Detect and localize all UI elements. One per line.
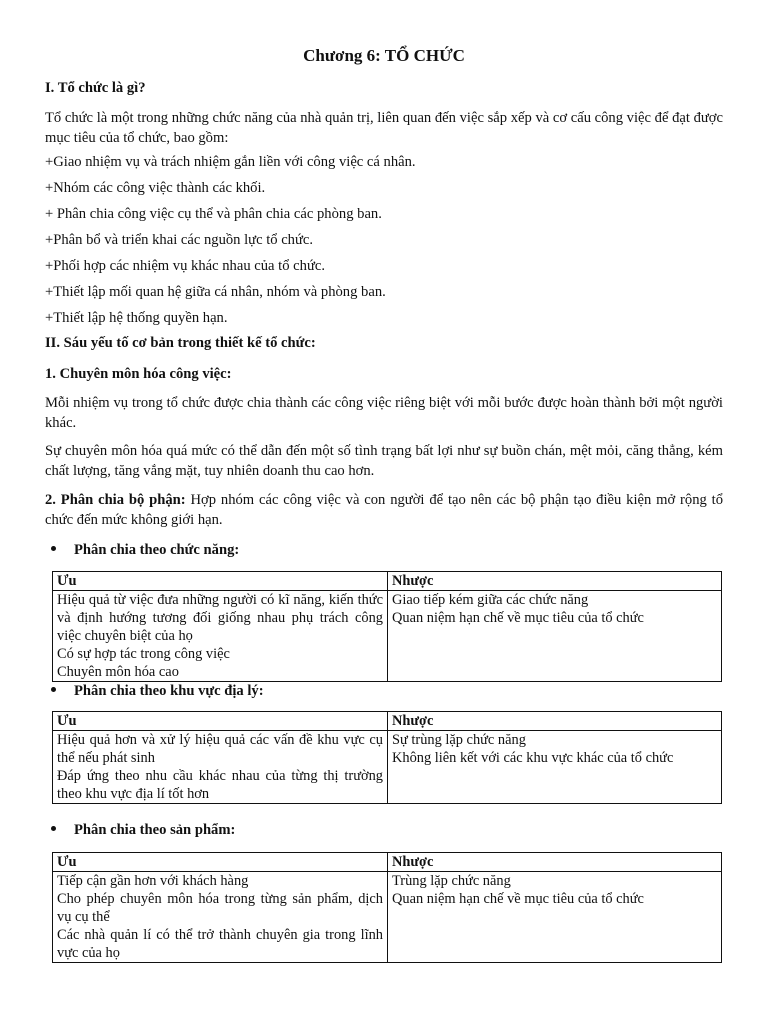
table-row — [53, 731, 722, 804]
pros-cell — [53, 591, 388, 682]
list-item: +Phối hợp các nhiệm vụ khác nhau của tổ chức. — [45, 258, 325, 274]
header-con: Nhược — [388, 572, 722, 591]
table-header-row — [53, 853, 722, 872]
con-item: Sự trùng lặp chức năng — [392, 732, 526, 748]
product-table — [52, 852, 722, 963]
list-item: + Phân chia công việc cụ thể và phân chia các phòng ban. — [45, 206, 382, 222]
chapter-title: Chương 6: TỔ CHỨC — [303, 46, 465, 65]
bullet-dot-icon — [51, 546, 56, 551]
pro-item: Đáp ứng theo nhu cầu khác nhau của từng thị trường theo khu vực địa lí tốt hơn — [57, 768, 383, 802]
pros-cell — [53, 731, 388, 804]
table-row — [53, 591, 722, 682]
pro-item: Hiệu quả hơn và xử lý hiệu quả các vấn đề khu vực cụ thể nếu phát sinh — [57, 732, 383, 766]
pro-item: Có sự hợp tác trong công việc — [57, 646, 230, 662]
header-con: Nhược — [388, 712, 722, 731]
functional-table — [52, 571, 722, 682]
pro-item: Cho phép chuyên môn hóa trong từng sản phẩm, dịch vụ cụ thể — [57, 891, 383, 925]
section1-intro: Tổ chức là một trong những chức năng của nhà quản trị, liên quan đến việc sắp xếp và cơ cấu công việc để đạt được mục tiêu của tổ chức, bao gồm: — [45, 110, 723, 146]
table-header-row — [53, 572, 722, 591]
cons-cell — [388, 731, 722, 804]
section1-heading: I. Tổ chức là gì? — [45, 80, 146, 96]
bullet-geographic — [51, 683, 264, 700]
con-item: Giao tiếp kém giữa các chức năng — [392, 592, 589, 608]
header-pro: Ưu — [53, 853, 388, 872]
list-item: +Giao nhiệm vụ và trách nhiệm gắn liền với công việc cá nhân. — [45, 154, 416, 170]
sub1-paragraph-2: Sự chuyên môn hóa quá mức có thể dẫn đến một số tình trạng bất lợi như sự buồn chán, mệt mỏi, căng thẳng, kém chất lượng, tăng vắng mặt, tuy nhiên doanh thu cao hơn. — [45, 443, 723, 479]
pros-cell — [53, 872, 388, 963]
header-pro: Ưu — [53, 572, 388, 591]
list-item: +Nhóm các công việc thành các khối. — [45, 180, 266, 196]
sub1-paragraph-1: Mỗi nhiệm vụ trong tổ chức được chia thành các công việc riêng biệt với mỗi bước được hoàn thành bởi một người khác. — [45, 395, 723, 431]
con-item: Trùng lặp chức năng — [392, 873, 511, 889]
pro-item: Tiếp cận gần hơn với khách hàng — [57, 873, 249, 889]
pro-item: Các nhà quản lí có thể trở thành chuyên gia trong lĩnh vực của họ — [57, 927, 383, 961]
list-item: +Phân bổ và triển khai các nguồn lực tổ chức. — [45, 232, 314, 248]
geographic-table — [52, 711, 722, 804]
sub2-paragraph — [45, 490, 723, 530]
cons-cell — [388, 872, 722, 963]
sub2-text: Hợp nhóm các công việc và con người để tạo nên các bộ phận tạo điều kiện mở rộng tổ chức đến mức không giới hạn. — [45, 492, 723, 528]
list-item: +Thiết lập mối quan hệ giữa cá nhân, nhóm và phòng ban. — [45, 284, 386, 300]
cons-cell — [388, 591, 722, 682]
table-header-row — [53, 712, 722, 731]
con-item: Không liên kết với các khu vực khác của tổ chức — [392, 750, 674, 766]
sub2-heading: 2. Phân chia bộ phận: — [45, 492, 186, 508]
section2-heading: II. Sáu yếu tố cơ bản trong thiết kế tổ chức: — [45, 335, 316, 351]
header-con: Nhược — [388, 853, 722, 872]
list-item: +Thiết lập hệ thống quyền hạn. — [45, 310, 228, 326]
con-item: Quan niệm hạn chế về mục tiêu của tổ chức — [392, 891, 644, 907]
bullet-label: Phân chia theo chức năng: — [74, 542, 240, 558]
bullet-label: Phân chia theo khu vực địa lý: — [74, 683, 264, 699]
bullet-functional — [51, 542, 239, 559]
bullet-product — [51, 822, 235, 839]
header-pro: Ưu — [53, 712, 388, 731]
con-item: Quan niệm hạn chế về mục tiêu của tổ chức — [392, 610, 644, 626]
bullet-label: Phân chia theo sản phẩm: — [74, 822, 236, 838]
pro-item: Hiệu quả từ việc đưa những người có kĩ năng, kiến thức và định hướng tương đối giống nhau phụ trách công việc chuyên biệt của họ — [57, 592, 383, 644]
table-row — [53, 872, 722, 963]
bullet-dot-icon — [51, 826, 56, 831]
sub1-heading: 1. Chuyên môn hóa công việc: — [45, 366, 232, 382]
pro-item: Chuyên môn hóa cao — [57, 664, 179, 680]
bullet-dot-icon — [51, 687, 56, 692]
